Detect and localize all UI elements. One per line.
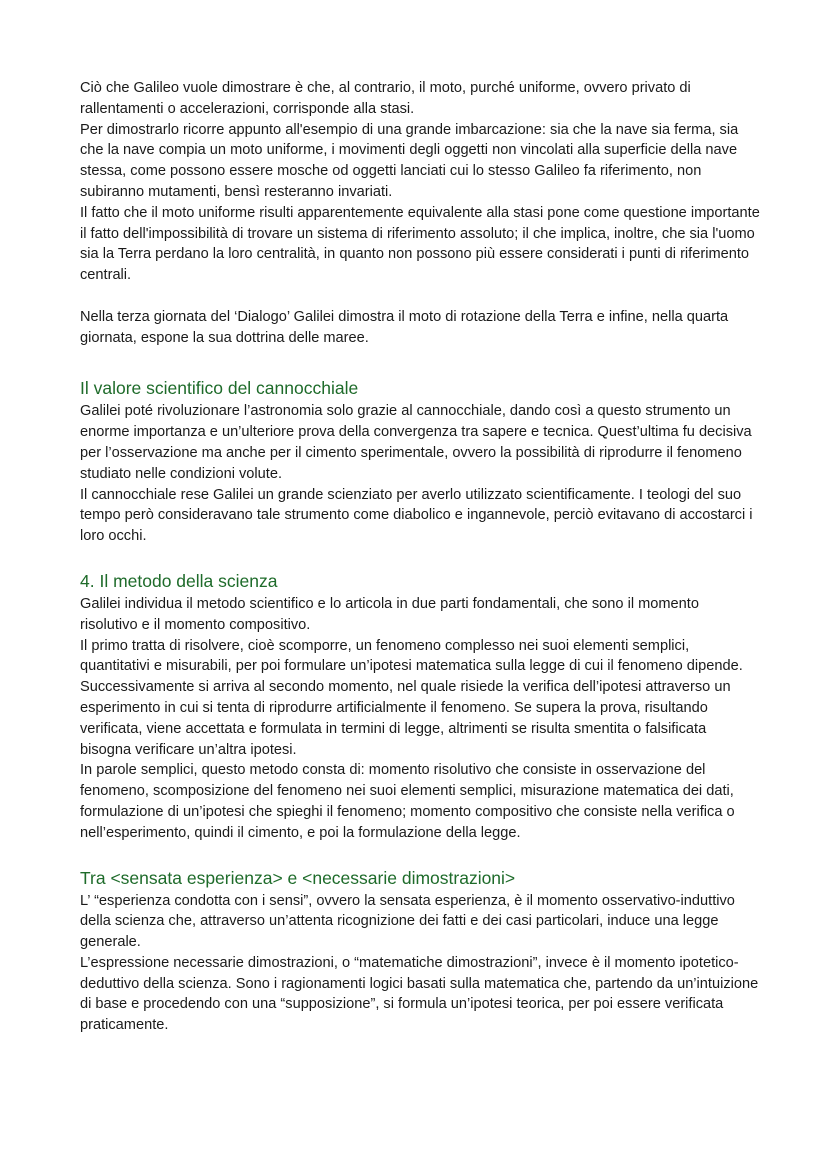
paragraph: Successivamente si arriva al secondo momento, nel quale risiede la verifica dell’ipotesi attraverso un esperimento in cui si tenta di riprodurre artificialmente il fenomeno. Se supera la prova, risultando verificata, viene accettata e formulata in termini di legge, altrimenti se risulta smentita o falsificata bisogna verificare un’altra ipotesi. bbox=[80, 679, 731, 758]
paragraph: L’espressione necessarie dimostrazioni, o “matematiche dimostrazioni”, invece è il momento ipotetico-deduttivo della scienza. Sono i ragionamenti logici basati sulla matematica che, partendo da un’intuizione di base e procedendo con una “supposizione”, si formula un’ipotesi teorica, per poi essere verificata praticamente. bbox=[80, 954, 759, 1034]
paragraph: Il primo tratta di risolvere, cioè scomporre, un fenomeno complesso nei suoi elementi semplici, quantitativi e misurabili, per poi formulare un’ipotesi matematica sulla legge di cui il fenomeno dipende. bbox=[80, 637, 743, 675]
paragraph: Nella terza giornata del ‘Dialogo’ Galilei dimostra il moto di rotazione della Terra e infine, nella quarta giornata, espone la sua dottrina delle maree. bbox=[80, 308, 729, 346]
paragraph: Galilei poté rivoluzionare l’astronomia solo grazie al cannocchiale, dando così a questo strumento un enorme importanza e un’ulteriore prova della convergenza tra sapere e tecnica. Quest’ultima fu decisiva per l’osservazione ma anche per il cimento sperimentale, ovvero la possibilità di riprodurre il fenomeno studiato nelle condizioni volute. bbox=[80, 403, 752, 482]
intro-text bbox=[80, 78, 760, 348]
method-text bbox=[80, 594, 760, 844]
document-page bbox=[80, 78, 760, 1036]
experience-text bbox=[80, 891, 760, 1037]
section-heading-method: 4. Il metodo della scienza bbox=[80, 570, 278, 591]
section-heading-experience: Tra <sensata esperienza> e <necessarie dimostrazioni> bbox=[80, 867, 516, 888]
paragraph: L’ “esperienza condotta con i sensi”, ovvero la sensata esperienza, è il momento osservativo-induttivo della scienza che, attraverso un’attenta ricognizione dei fatti e dei casi particolari, induce una legge generale. bbox=[80, 892, 735, 951]
paragraph: In parole semplici, questo metodo consta di: momento risolutivo che consiste in osservazione del fenomeno, scomposizione del fenomeno nei suoi elementi semplici, misurazione matematica dei dati, formulazione di un’ipotesi che spieghi il fenomeno; momento compositivo che consiste nella verifica o nell’esperimento, quindi il cimento, e poi la formulazione della legge. bbox=[80, 762, 735, 841]
paragraph: Per dimostrarlo ricorre appunto all'esempio di una grande imbarcazione: sia che la nave sia ferma, sia che la nave compia un moto uniforme, i movimenti degli oggetti non vincolati alla superficie della nave stessa, come possono essere mosche od oggetti lanciati cui lo stesso Galileo fa riferimento, non subiranno mutamenti, bensì resteranno invariati. bbox=[80, 121, 739, 200]
section-heading-telescope: Il valore scientifico del cannocchiale bbox=[80, 378, 359, 399]
paragraph: Il cannocchiale rese Galilei un grande scienziato per averlo utilizzato scientificamente. I teologi del suo tempo però consideravano tale strumento come diabolico e ingannevole, perciò evitavano di accostarci i loro occhi. bbox=[80, 486, 753, 545]
paragraph: Ciò che Galileo vuole dimostrare è che, al contrario, il moto, purché uniforme, ovvero privato di rallentamenti o accelerazioni, corrisponde alla stasi. bbox=[80, 80, 691, 117]
paragraph: Galilei individua il metodo scientifico e lo articola in due parti fondamentali, che sono il momento risolutivo e il momento compositivo. bbox=[80, 595, 699, 633]
telescope-text bbox=[80, 401, 760, 547]
paragraph: Il fatto che il moto uniforme risulti apparentemente equivalente alla stasi pone come questione importante il fatto dell'impossibilità di trovare un sistema di riferimento assoluto; il che implica, inoltre, che sia l'uomo sia la Terra perdano la loro centralità, in quanto non possono più essere considerati i punti di riferimento centrali. bbox=[80, 204, 760, 284]
